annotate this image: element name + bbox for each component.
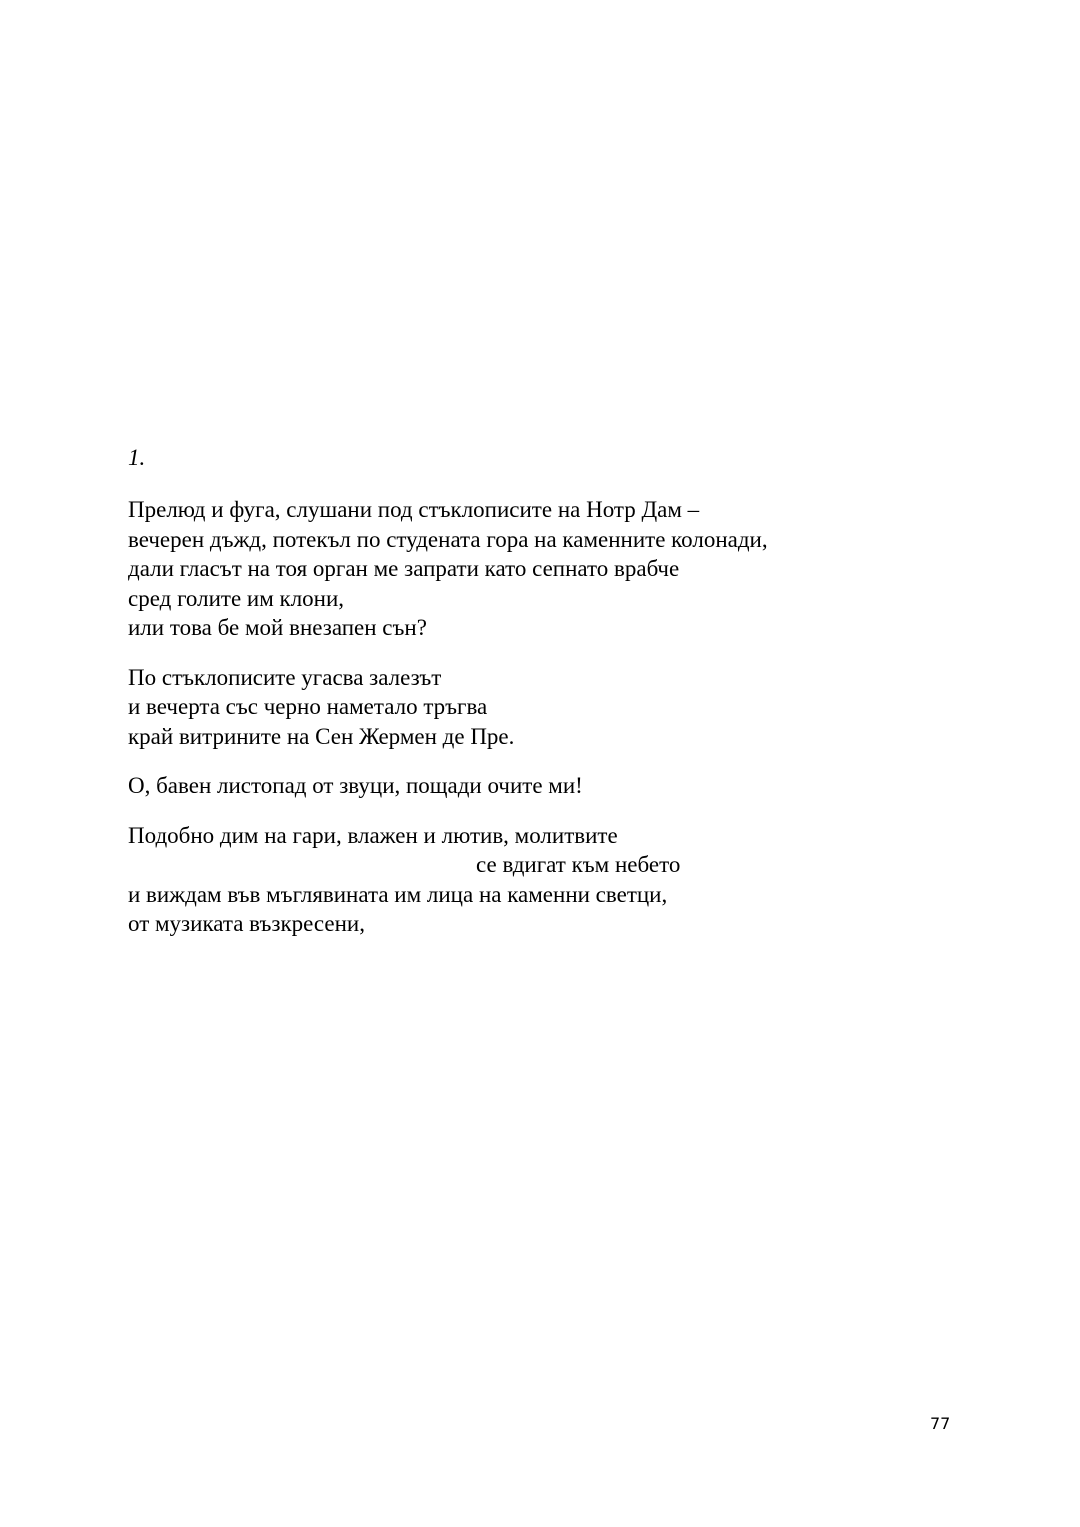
poem-line: По стъклописите угасва залезът bbox=[128, 664, 442, 690]
poem-line: край витрините на Сен Жермен де Пре. bbox=[128, 723, 515, 749]
stanza bbox=[128, 495, 948, 643]
poem-line: и виждам във мъглявината им лица на каменни светци, bbox=[128, 881, 668, 907]
poem-line: Подобно дим на гари, влажен и лютив, молитвите bbox=[128, 822, 618, 848]
poem-line: вечерен дъжд, потекъл по студената гора на каменните колонади, bbox=[128, 526, 768, 552]
poem-line: Прелюд и фуга, слушани под стъклописите на Нотр Дам – bbox=[128, 497, 700, 522]
poem-line: О, бавен листопад от звуци, пощади очите ми! bbox=[128, 773, 583, 798]
poem-line: и вечерта със черно наметало тръгва bbox=[128, 694, 488, 719]
stanza bbox=[128, 821, 948, 939]
page-number: 77 bbox=[930, 1414, 951, 1433]
poem-line: или това бе мой внезапен сън? bbox=[128, 615, 427, 640]
poem-line-indented: се вдигат към небето bbox=[476, 852, 681, 877]
poem-body bbox=[128, 495, 948, 959]
section-number: 1. bbox=[128, 445, 146, 470]
poem-line: дали гласът на тоя орган ме запрати като сепнато врабче bbox=[128, 556, 680, 581]
poem-line: от музиката възкресени, bbox=[128, 911, 365, 936]
stanza bbox=[128, 771, 948, 801]
poem-line: сред голите им клони, bbox=[128, 585, 345, 611]
stanza bbox=[128, 663, 948, 752]
